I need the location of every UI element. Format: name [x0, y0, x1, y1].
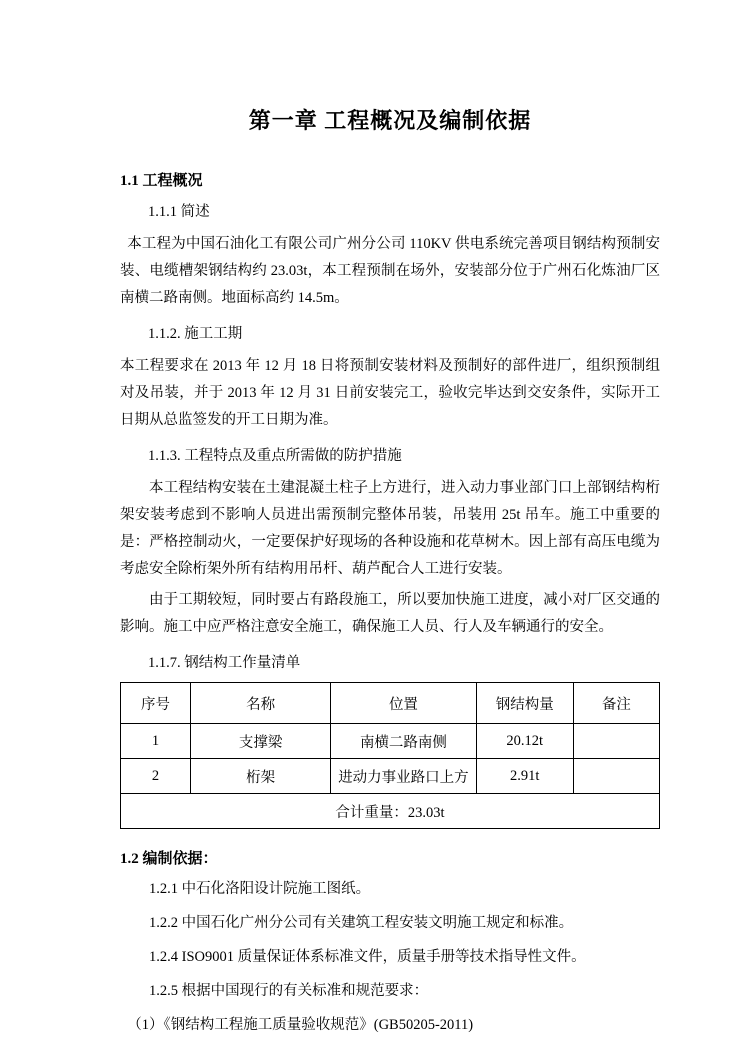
- cell-seq: 2: [121, 759, 191, 794]
- heading-1-1: 1.1 工程概况: [120, 173, 203, 189]
- paragraph-features-1: 本工程结构安装在土建混凝土柱子上方进行，进入动力事业部门口上部钢结构桁架安装考虑到不影响人员进出需预制完整体吊装，吊装用 25t 吊车。施工中重要的是：严格控制动火，一定要保护好现场的各种设施和花草树木。因上部有高压电缆为考虑安全除桁架外所有结构用吊杆、葫芦配合人工进行安装。: [120, 480, 660, 577]
- header-cell-name: 名称: [191, 683, 331, 724]
- worklist-table: [120, 682, 660, 829]
- table-row: [121, 724, 660, 759]
- table-row: [121, 759, 660, 794]
- heading-1-1-1: 1.1.1 简述: [148, 204, 210, 220]
- table-header-row: [121, 683, 660, 724]
- cell-location: 进动力事业路口上方: [331, 759, 477, 794]
- cell-location: 南横二路南侧: [331, 724, 477, 759]
- header-cell-location: 位置: [331, 683, 477, 724]
- reference-item: 1.2.5 根据中国现行的有关标准和规范要求：: [149, 983, 429, 999]
- reference-item: 1.2.2 中国石化广州分公司有关建筑工程安装文明施工规定和标准。: [149, 915, 574, 931]
- header-cell-seq: 序号: [121, 683, 191, 724]
- reference-item: 1.2.4 ISO9001 质量保证体系标准文件，质量手册等技术指导性文件。: [149, 949, 586, 965]
- chapter-title: 第一章 工程概况及编制依据: [248, 108, 532, 133]
- paragraph-features-2: 由于工期较短，同时要占有路段施工，所以要加快施工进度，减小对厂区交通的影响。施工中应严格注意安全施工，确保施工人员、行人及车辆通行的安全。: [120, 592, 660, 635]
- cell-seq: 1: [121, 724, 191, 759]
- heading-1-1-3: 1.1.3. 工程特点及重点所需做的防护措施: [148, 448, 402, 464]
- cell-remark: [573, 759, 659, 794]
- cell-quantity: 2.91t: [476, 759, 573, 794]
- reference-item: （1）《钢结构工程施工质量验收规范》(GB50205-2011): [127, 1017, 474, 1033]
- header-cell-remark: 备注: [573, 683, 659, 724]
- cell-remark: [573, 724, 659, 759]
- paragraph-schedule: 本工程要求在 2013 年 12 月 18 日将预制安装材料及预制好的部件进厂，组织预制组对及吊装，并于 2013 年 12 月 31 日前安装完工，验收完毕达到交安条件，实际开工日期从总监签发的开工日期为准。: [120, 358, 660, 428]
- paragraph-brief: 本工程为中国石油化工有限公司广州分公司 110KV 供电系统完善项目钢结构预制安装、电缆槽架钢结构约 23.03t，本工程预制在场外，安装部分位于广州石化炼油厂区南横二路南侧。地面标高约 14.5m。: [120, 236, 660, 306]
- heading-1-1-7: 1.1.7. 钢结构工作量清单: [148, 655, 301, 671]
- cell-name: 支撑梁: [191, 724, 331, 759]
- heading-1-2: 1.2 编制依据：: [120, 851, 218, 867]
- cell-quantity: 20.12t: [476, 724, 573, 759]
- header-cell-quantity: 钢结构量: [476, 683, 573, 724]
- cell-name: 桁架: [191, 759, 331, 794]
- cell-total: 合计重量：23.03t: [121, 794, 660, 829]
- reference-item: 1.2.1 中石化洛阳设计院施工图纸。: [149, 881, 371, 897]
- table-total-row: [121, 794, 660, 829]
- heading-1-1-2: 1.1.2. 施工工期: [148, 326, 243, 342]
